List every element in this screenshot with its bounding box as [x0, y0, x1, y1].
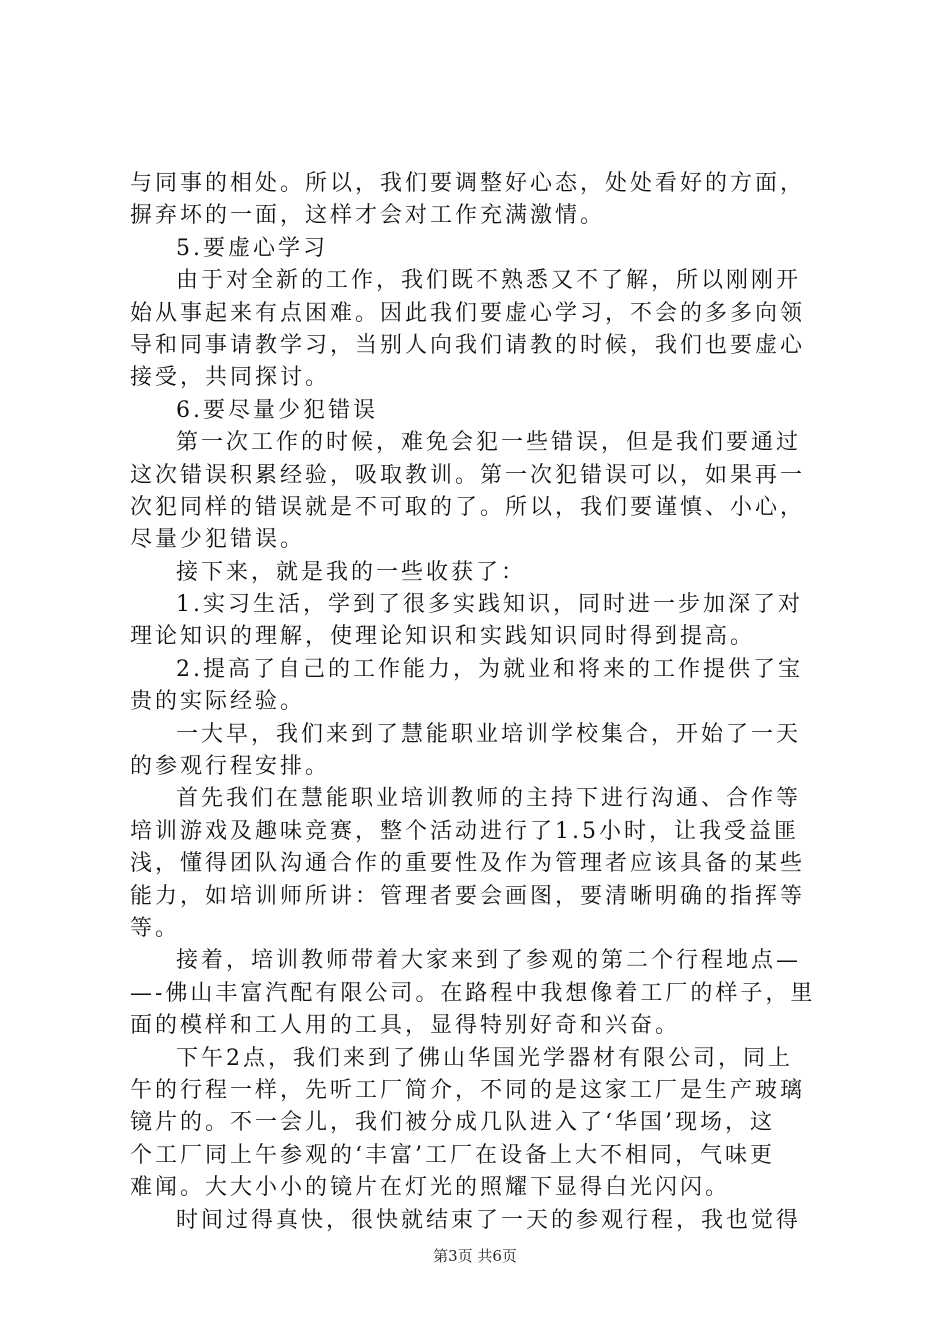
- text-line: 1.实习生活，学到了很多实践知识，同时进一步加深了对: [176, 592, 803, 618]
- text-line: 摒弃坏的一面，这样才会对工作充满激情。: [130, 203, 606, 229]
- document-body: [130, 168, 830, 1237]
- text-line: 的参观行程安排。: [130, 754, 331, 780]
- text-line: 导和同事请教学习，当别人向我们请教的时候，我们也要虚心: [130, 332, 806, 358]
- text-line: 时间过得真快，很快就结束了一天的参观行程，我也觉得: [176, 1207, 802, 1233]
- text-line: 与同事的相处。所以，我们要调整好心态，处处看好的方面，: [130, 171, 806, 196]
- text-line: 接受，共同探讨。: [130, 365, 331, 391]
- text-line: 尽量少犯错误。: [130, 527, 306, 553]
- text-line: 能力，如培训师所讲：管理者要会画图，要清晰明确的指挥等: [130, 883, 806, 909]
- text-line: 镜片的。不一会儿，我们被分成几队进入了‘华国’现场，这: [130, 1110, 775, 1136]
- text-line: 5.要虚心学习: [176, 235, 328, 261]
- text-line: 下午2点，我们来到了佛山华国光学器材有限公司，同上: [176, 1045, 793, 1071]
- text-line: 始从事起来有点困难。因此我们要虚心学习，不会的多多向领: [130, 300, 806, 326]
- text-line: 难闻。大大小小的镜片在灯光的照耀下显得白光闪闪。: [130, 1175, 731, 1201]
- text-line: 由于对全新的工作，我们既不熟悉又不了解，所以刚刚开: [176, 268, 802, 294]
- text-line: 培训游戏及趣味竞赛，整个活动进行了1.5小时，让我受益匪: [130, 818, 799, 844]
- text-line: 个工厂同上午参观的‘丰富’工厂在设备上大不相同，气味更: [130, 1142, 775, 1168]
- text-line: 等。: [130, 915, 181, 941]
- text-line: 接下来，就是我的一些收获了：: [176, 559, 527, 585]
- text-line: 贵的实际经验。: [130, 689, 306, 715]
- text-line: 理论知识的理解，使理论知识和实践知识同时得到提高。: [130, 624, 756, 650]
- text-line: 第一次工作的时候，难免会犯一些错误，但是我们要通过: [176, 430, 802, 456]
- page-footer: 第3页 共6页: [433, 1247, 517, 1265]
- text-line: 接着，培训教师带着大家来到了参观的第二个行程地点—: [176, 948, 802, 974]
- text-line: 一大早，我们来到了慧能职业培训学校集合，开始了一天: [176, 721, 802, 747]
- text-line: 面的模样和工人用的工具，显得特别好奇和兴奋。: [130, 1013, 681, 1039]
- text-line: 浅，懂得团队沟通合作的重要性及作为管理者应该具备的某些: [130, 851, 806, 877]
- text-line: 首先我们在慧能职业培训教师的主持下进行沟通、合作等: [176, 786, 802, 812]
- text-line: 6.要尽量少犯错误: [176, 397, 378, 423]
- text-line: 2.提高了自己的工作能力，为就业和将来的工作提供了宝: [176, 656, 803, 682]
- text-line: —-佛山丰富汽配有限公司。在路程中我想像着工厂的样子，里: [130, 980, 816, 1006]
- text-line: 次犯同样的错误就是不可取的了。所以，我们要谨慎、小心，: [130, 494, 806, 520]
- text-line: 这次错误积累经验，吸取教训。第一次犯错误可以，如果再一: [130, 462, 806, 488]
- text-line: 午的行程一样，先听工厂简介，不同的是这家工厂是生产玻璃: [130, 1077, 806, 1103]
